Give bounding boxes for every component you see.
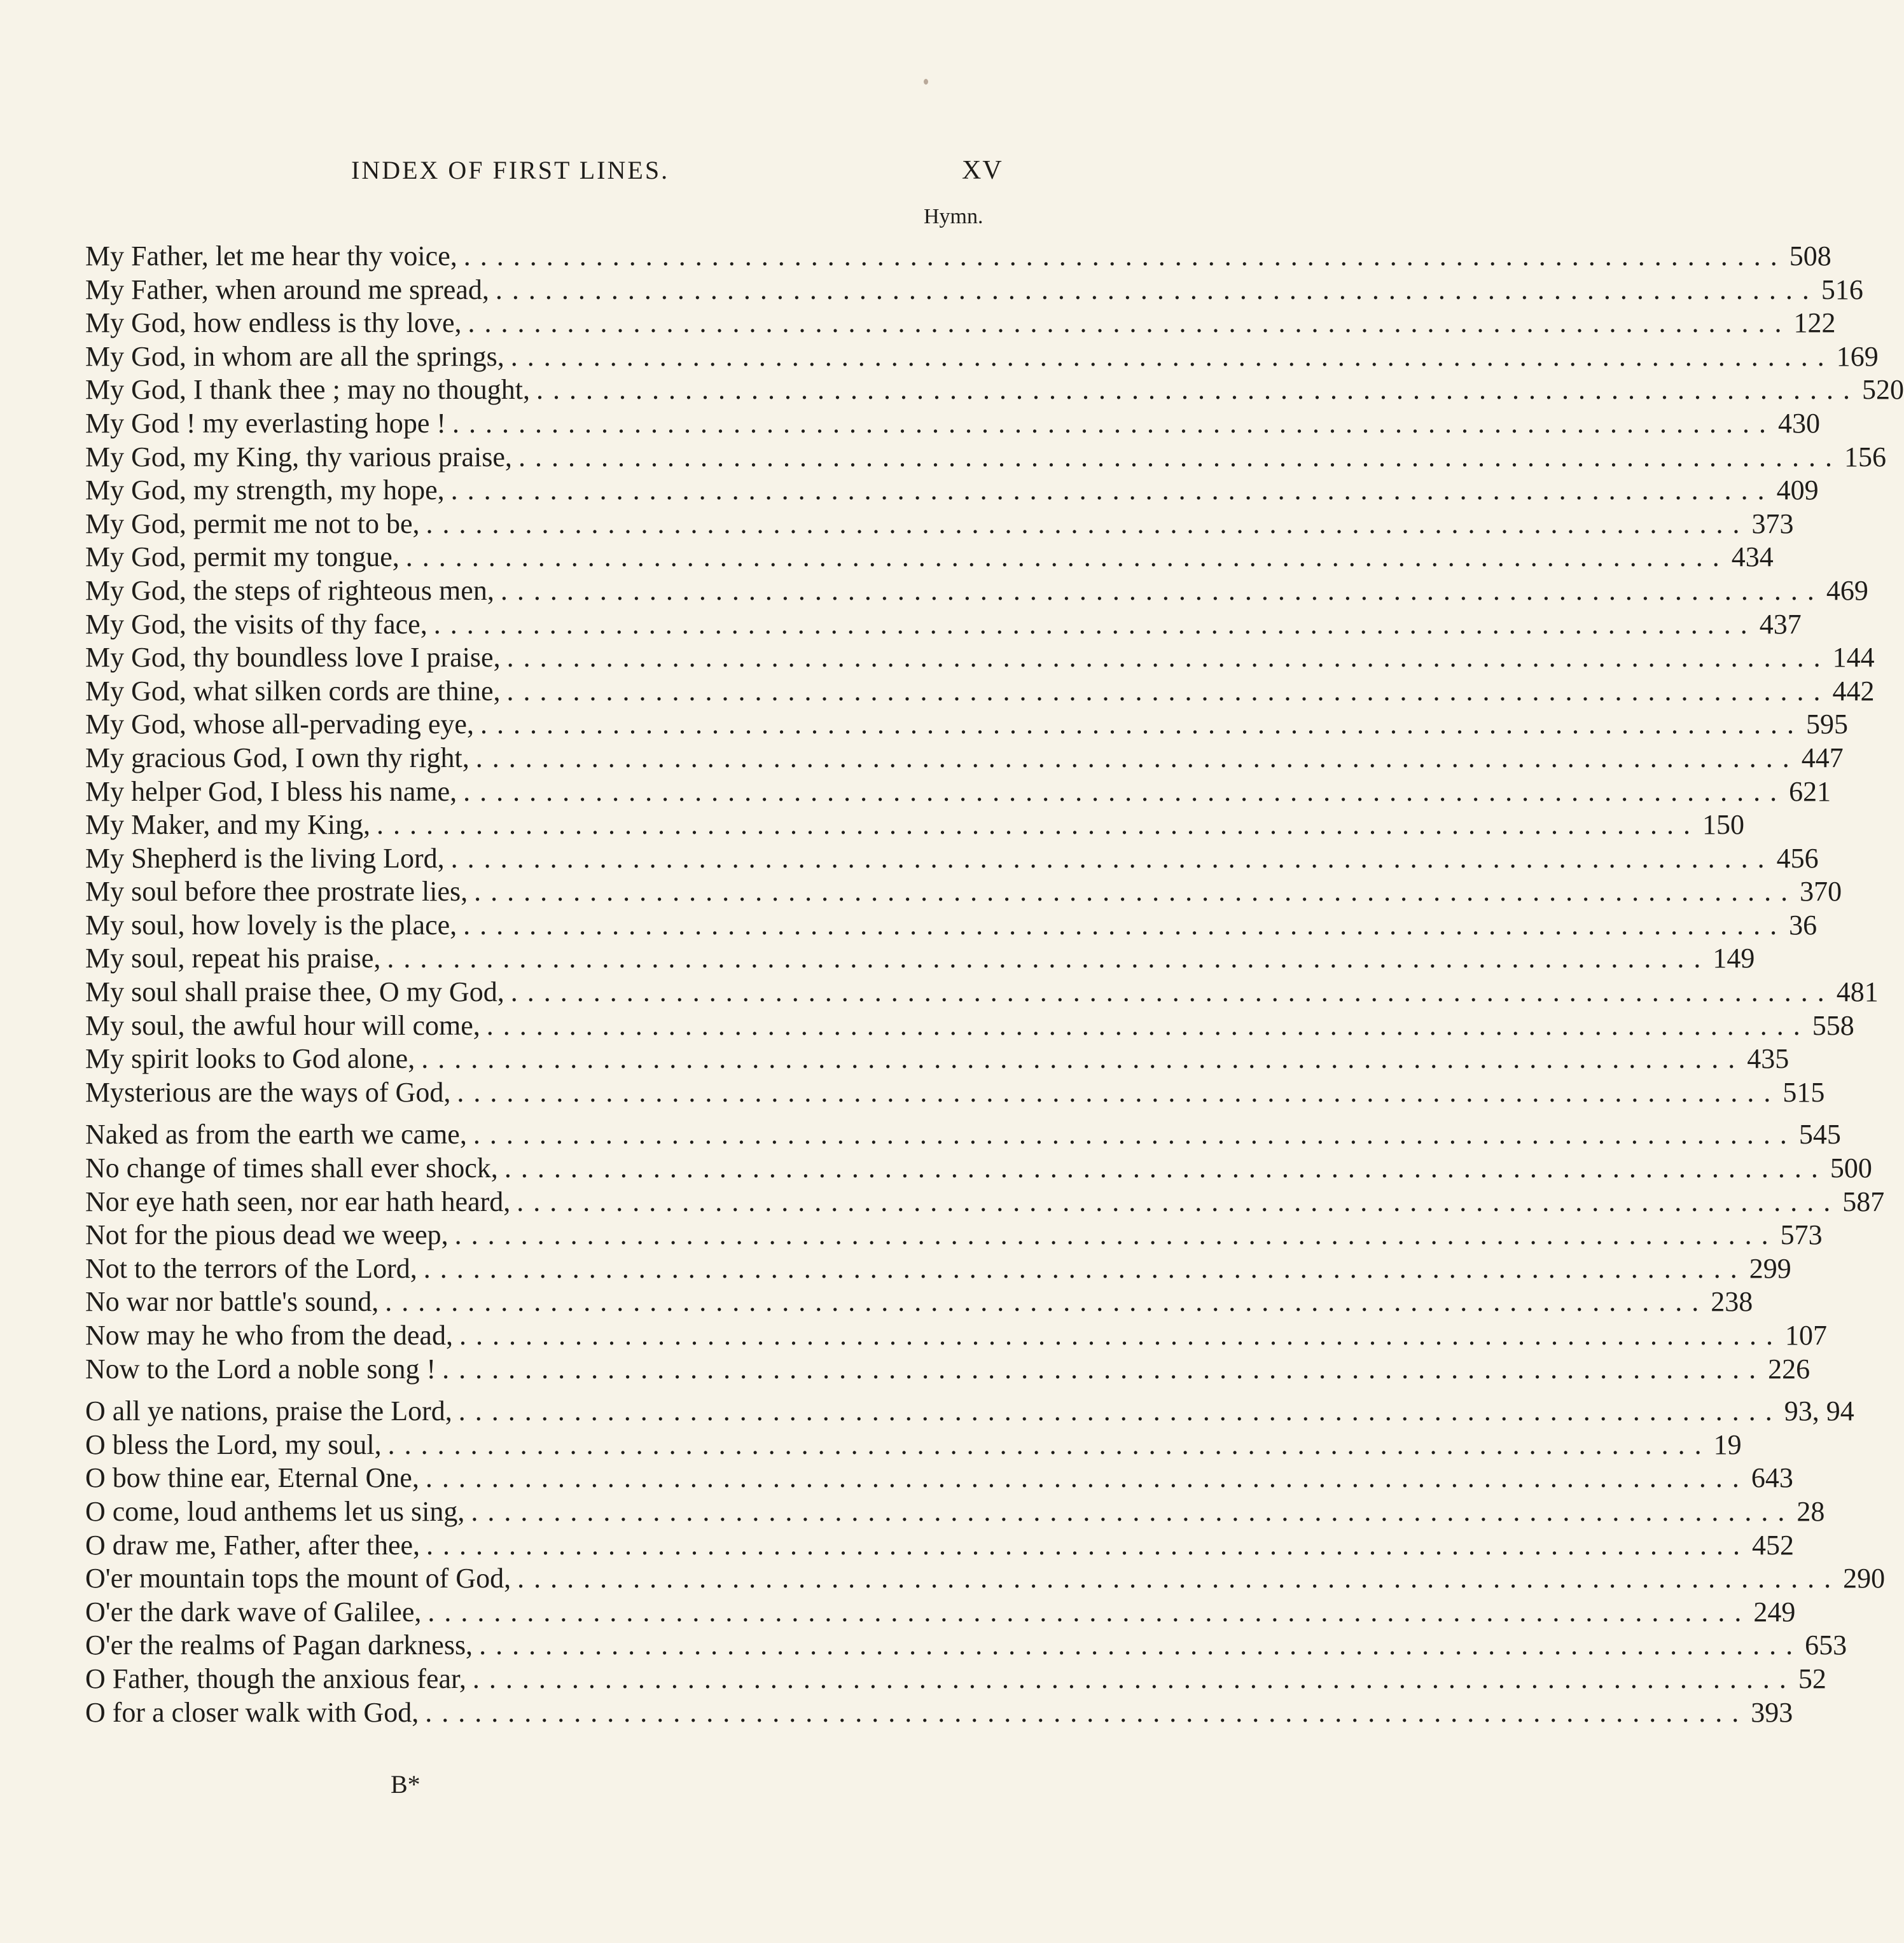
index-entry [85,976,1879,1009]
dot-leader: ................................................................................ [427,1596,1751,1628]
first-line-text: No change of times shall ever shock, [85,1152,498,1184]
hymn-number: 621 [1789,775,1831,807]
dot-leader: ................................................................................ [433,608,1757,640]
dot-leader: ................................................................................ [517,1563,1841,1594]
hymn-number: 370 [1800,876,1842,908]
index-entry [85,909,1817,943]
first-line-text: My Maker, and my King, [85,809,370,841]
index-entry [85,775,1831,809]
hymn-number: 595 [1805,709,1848,740]
index-entry [85,474,1819,508]
first-line-text: O all ye nations, praise the Lord, [85,1395,452,1427]
index-entry [85,1629,1847,1663]
dot-leader: ................................................................................ [471,1495,1795,1527]
dot-leader: ................................................................................ [536,374,1860,406]
first-line-text: Mysterious are the ways of God, [85,1076,451,1108]
dot-leader: ................................................................................ [506,675,1830,707]
dot-leader: ................................................................................ [405,541,1729,573]
dot-leader: ................................................................................ [463,775,1787,807]
first-line-text: My God, how endless is thy love, [85,307,462,339]
hymn-number: 442 [1832,675,1875,707]
first-line-text: Now to the Lord a noble song ! [85,1353,436,1385]
dot-leader: ................................................................................ [510,340,1834,372]
dot-leader: ................................................................................ [426,508,1749,539]
index-entry [85,1663,1826,1696]
hymn-number: 456 [1776,842,1819,874]
hymn-number: 36 [1789,909,1817,941]
signature-mark: B* [391,1770,420,1799]
dot-leader: ................................................................................ [425,1462,1749,1494]
hymn-column-heading: Hymn. [924,205,983,228]
first-line-text: My soul shall praise thee, O my God, [85,976,504,1008]
index-entry [85,407,1820,441]
dot-leader: ................................................................................ [473,1119,1796,1151]
dot-leader: ................................................................................ [425,1696,1749,1728]
dot-leader: ................................................................................ [463,909,1787,941]
index-entry [85,541,1774,574]
index-entry [85,1219,1823,1252]
first-line-text: Not to the terrors of the Lord, [85,1252,417,1284]
index-entry [85,373,1904,407]
hymn-number: 409 [1776,474,1819,506]
hymn-number: 169 [1836,340,1879,372]
index-entry [85,1428,1742,1462]
hymn-number: 19 [1713,1428,1742,1460]
index-group [85,1395,1886,1729]
first-line-text: O bow thine ear, Eternal One, [85,1462,419,1494]
page-title: INDEX OF FIRST LINES. [351,156,670,184]
dot-leader: ................................................................................ [459,1320,1782,1351]
running-head [0,155,1094,193]
index-entry [85,641,1875,675]
dot-leader: ................................................................................ [421,1043,1745,1075]
hymn-number: 558 [1812,1009,1854,1041]
first-line-text: O'er mountain tops the mount of God, [85,1563,511,1594]
hymn-number: 249 [1753,1596,1796,1628]
dot-leader: ................................................................................ [450,842,1774,874]
index-entry [85,1118,1841,1152]
dot-leader: ................................................................................ [442,1353,1766,1385]
first-line-text: My God ! my everlasting hope ! [85,407,446,439]
index-entry [85,307,1836,340]
dot-leader: ................................................................................ [475,742,1799,773]
first-line-text: My God, I thank thee ; may no thought, [85,374,531,406]
hymn-number: 515 [1782,1076,1825,1108]
dot-leader: ................................................................................ [472,1663,1796,1694]
dot-leader: ................................................................................ [495,273,1819,305]
dot-leader: ................................................................................ [474,876,1798,908]
first-line-text: Naked as from the earth we came, [85,1119,467,1151]
first-line-text: My God, the visits of thy face, [85,608,427,640]
index-of-first-lines [85,240,1904,1738]
dot-leader: ................................................................................ [458,1395,1782,1427]
hymn-number: 545 [1798,1119,1841,1151]
hymn-number: 653 [1805,1629,1847,1661]
index-entry [85,742,1844,775]
hymn-number: 437 [1759,608,1802,640]
first-line-text: My soul, the awful hour will come, [85,1009,480,1041]
hymn-number: 516 [1821,273,1863,305]
hymn-number: 469 [1826,574,1868,606]
dot-leader: ................................................................................ [387,943,1711,974]
dot-leader: ................................................................................ [423,1252,1747,1284]
hymn-number: 238 [1711,1286,1753,1318]
dot-leader: ................................................................................ [506,642,1830,674]
dot-leader: ................................................................................ [450,474,1774,506]
first-line-text: O come, loud anthems let us sing, [85,1495,465,1527]
dot-leader: ................................................................................ [500,574,1824,606]
hymn-number: 643 [1751,1462,1793,1494]
first-line-text: My Father, when around me spread, [85,273,489,305]
hymn-number: 299 [1749,1252,1791,1284]
hymn-number: 144 [1832,642,1875,674]
hymn-number: 481 [1836,976,1879,1008]
first-line-text: My helper God, I bless his name, [85,775,457,807]
index-entry [85,340,1879,374]
dot-leader: ................................................................................ [517,1186,1840,1217]
index-entry [85,1696,1793,1730]
first-line-text: My God, in whom are all the springs, [85,340,504,372]
first-line-text: O bless the Lord, my soul, [85,1428,382,1460]
page-number: XV [962,156,1003,185]
first-line-text: My gracious God, I own thy right, [85,742,469,773]
index-entry [85,1186,1885,1219]
dot-leader: ................................................................................ [454,1219,1778,1251]
hymn-number: 107 [1784,1320,1827,1351]
hymn-number: 150 [1702,809,1744,841]
dot-leader: ................................................................................ [486,1009,1810,1041]
dot-leader: ................................................................................ [376,809,1700,841]
index-entry [85,608,1802,642]
dot-leader: ................................................................................ [452,407,1775,439]
hymn-number: 156 [1844,441,1886,473]
index-entry [85,1495,1825,1529]
dot-leader: ................................................................................ [385,1286,1709,1318]
index-entry [85,1076,1825,1110]
first-line-text: O draw me, Father, after thee, [85,1529,420,1561]
hymn-number: 434 [1731,541,1774,573]
index-entry [85,675,1875,709]
index-entry [85,1462,1793,1495]
index-group [85,1118,1885,1386]
index-entry [85,842,1819,876]
first-line-text: O Father, though the anxious fear, [85,1663,466,1694]
hymn-number: 520 [1862,374,1904,406]
hymn-number: 452 [1752,1529,1795,1561]
hymn-number: 435 [1747,1043,1789,1075]
dot-leader: ................................................................................ [468,307,1791,339]
first-line-text: My soul, how lovely is the place, [85,909,457,941]
first-line-text: O for a closer walk with God, [85,1696,419,1728]
index-entry [85,1596,1796,1629]
index-entry [85,508,1794,541]
hymn-number: 587 [1842,1186,1885,1217]
index-entry [85,1252,1791,1286]
hymn-number: 226 [1768,1353,1810,1385]
hymn-number: 500 [1830,1152,1872,1184]
index-entry [85,1319,1827,1353]
first-line-text: My God, what silken cords are thine, [85,675,501,707]
first-line-text: My God, my King, thy various praise, [85,441,512,473]
dot-leader: ................................................................................ [480,709,1803,740]
dot-leader: ................................................................................ [426,1529,1750,1561]
hymn-number: 290 [1843,1563,1886,1594]
first-line-text: My soul, repeat his praise, [85,943,381,974]
first-line-text: My spirit looks to God alone, [85,1043,415,1075]
hymn-number: 28 [1796,1495,1825,1527]
index-entry [85,1042,1789,1076]
index-entry [85,574,1868,608]
hymn-number: 430 [1778,407,1820,439]
hymn-number: 52 [1798,1663,1826,1694]
index-entry [85,1395,1854,1428]
first-line-text: Not for the pious dead we weep, [85,1219,448,1251]
first-line-text: My soul before thee prostrate lies, [85,876,468,908]
first-line-text: My Shepherd is the living Lord, [85,842,445,874]
ink-speck [924,79,928,85]
dot-leader: ................................................................................ [387,1428,1711,1460]
dot-leader: ................................................................................ [504,1152,1828,1184]
first-line-text: My Father, let me hear thy voice, [85,240,457,272]
first-line-text: Nor eye hath seen, nor ear hath heard, [85,1186,511,1217]
index-entry [85,1285,1753,1319]
index-entry [85,1152,1872,1186]
hymn-number: 508 [1789,240,1831,272]
index-entry [85,273,1863,307]
first-line-text: My God, permit me not to be, [85,508,420,539]
first-line-text: My God, whose all-pervading eye, [85,709,474,740]
first-line-text: My God, permit my tongue, [85,541,400,573]
hymn-number: 122 [1793,307,1836,339]
first-line-text: O'er the dark wave of Galilee, [85,1596,422,1628]
index-entry [85,1009,1854,1043]
first-line-text: My God, the steps of righteous men, [85,574,494,606]
first-line-text: O'er the realms of Pagan darkness, [85,1629,473,1661]
dot-leader: ................................................................................ [457,1076,1781,1108]
dot-leader: ................................................................................ [463,240,1787,272]
index-entry [85,1562,1886,1596]
hymn-number: 447 [1801,742,1844,773]
hymn-number: 93, 94 [1784,1395,1854,1427]
index-group [85,240,1904,1109]
index-entry [85,1529,1795,1563]
index-entry [85,942,1755,976]
hymn-number: 149 [1713,943,1755,974]
index-entry [85,441,1886,474]
dot-leader: ................................................................................ [479,1629,1803,1661]
hymn-number: 373 [1751,508,1794,539]
dot-leader: ................................................................................ [518,441,1842,473]
index-entry [85,808,1744,842]
first-line-text: No war nor battle's sound, [85,1286,379,1318]
first-line-text: My God, thy boundless love I praise, [85,642,501,674]
first-line-text: Now may he who from the dead, [85,1320,453,1351]
index-entry [85,1353,1810,1386]
index-entry [85,875,1842,909]
first-line-text: My God, my strength, my hope, [85,474,445,506]
hymn-number: 573 [1780,1219,1823,1251]
index-entry [85,240,1831,273]
index-entry [85,708,1848,742]
dot-leader: ................................................................................ [510,976,1834,1008]
hymn-number: 393 [1751,1696,1793,1728]
